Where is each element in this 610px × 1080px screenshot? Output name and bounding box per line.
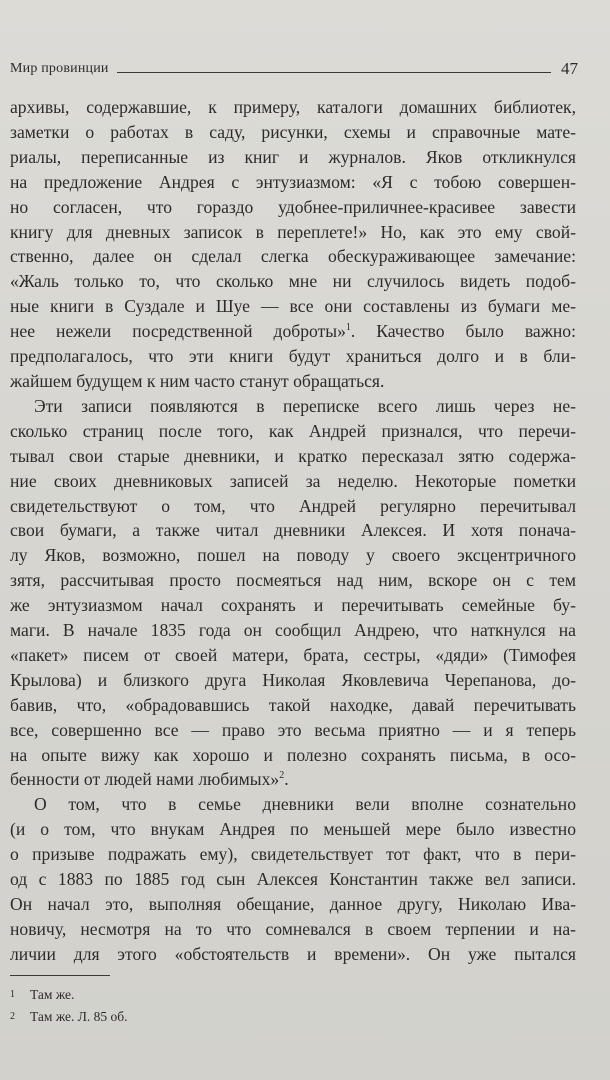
text-line-with-note — [10, 767, 576, 792]
text-line: ные книги в Суздале и Шуе — все они составлены из бумаги ме- — [10, 296, 576, 317]
text-line: сколько страниц после того, как Андрей признался, что перечи- — [10, 420, 576, 441]
text-fragment: . — [284, 769, 289, 790]
chapter-title: Мир провинции — [10, 61, 109, 76]
running-head — [10, 56, 578, 82]
text-line: предполагалось, что эти книги будут храниться долго и в бли- — [10, 346, 576, 367]
text-fragment: . Качество было важно: — [350, 321, 576, 342]
footnote-text: Там же. — [30, 987, 75, 1002]
text-line: же энтузиазмом начал сохранять и перечитывать семейные бу- — [10, 595, 576, 616]
text-line: на предложение Андрея с энтузиазмом: «Я с тобою совершен- — [10, 171, 576, 192]
text-line: маги. В начале 1835 года он сообщил Андрею, что наткнулся на — [10, 620, 576, 641]
text-line: свои бумаги, а также читал дневники Алексея. И хотя понача- — [10, 520, 576, 541]
text-line: тывал свои старые дневники, и кратко пересказал зятю содержа- — [10, 445, 576, 466]
text-line: все, совершенно все — право это весьма приятно — и я теперь — [10, 719, 576, 740]
text-line: Эти записи появляются в переписке всего лишь через не- — [34, 395, 576, 416]
text-line: жайшем будущем к ним часто станут обращаться. — [10, 370, 385, 391]
header-rule — [117, 72, 551, 73]
text-line: (и о том, что внукам Андрея по меньшей мере было известно — [10, 819, 576, 840]
footnote — [10, 984, 128, 1006]
text-line: ственно, далее он сделал слегка обескураживающее замечание: — [10, 246, 576, 267]
text-fragment: бенности от людей нами любимых» — [10, 769, 280, 790]
text-fragment: нее нежели посредственной доброты» — [10, 321, 346, 342]
text-line: од с 1883 по 1885 год сын Алексея Константин также вел записи. — [10, 869, 576, 890]
footnote-number: 2 — [10, 1011, 15, 1022]
text-line: о призыве подражать ему), свидетельствует тот факт, что в пери- — [10, 844, 576, 865]
text-line: риалы, переписанные из книг и журналов. Яков откликнулся — [10, 146, 576, 167]
text-line: книгу для дневных записок в переплете!» Но, как это ему свой- — [10, 221, 576, 242]
text-line: новичу, несмотря на то что сомневался в своем терпении и на- — [10, 918, 576, 939]
paragraph-1 — [10, 95, 576, 394]
text-line: архивы, содержавшие, к примеру, каталоги домашних библиотек, — [10, 97, 576, 117]
text-line: на опыте вижу как хорошо и полезно сохранять письма, в осо- — [10, 744, 576, 765]
text-line: но согласен, что гораздо удобнее-приличнее-красивее завести — [10, 196, 576, 217]
main-text — [10, 95, 576, 967]
text-line: Крылова) и близкого друга Николая Яковлевича Черепанова, до- — [10, 669, 576, 690]
page-number: 47 — [561, 59, 578, 78]
text-line-with-note — [10, 319, 576, 344]
note-ref: 1 — [345, 322, 351, 334]
text-line: «пакет» писем от своей матери, брата, сестры, «дяди» (Тимофея — [10, 644, 576, 665]
text-line: лу Яков, возможно, пошел на поводу у своего эксцентричного — [10, 545, 576, 566]
text-line: ние своих дневниковых записей за неделю. Некоторые пометки — [10, 470, 576, 491]
note-ref: 2 — [279, 770, 285, 782]
footnote-number: 1 — [10, 989, 15, 1000]
paragraph-3 — [10, 792, 576, 966]
text-line: бавив, что, «обрадовавшись такой находке, давай перечитывать — [10, 694, 576, 715]
footnote-text: Там же. Л. 85 об. — [30, 1009, 128, 1024]
footnote-rule — [10, 975, 110, 976]
text-line: Он начал это, выполняя обещание, данное другу, Николаю Ива- — [10, 894, 576, 914]
footnotes — [10, 984, 128, 1028]
text-line: свидетельствуют о том, что Андрей регулярно перечитывал — [10, 495, 576, 516]
paragraph-2 — [10, 394, 576, 793]
text-line: О том, что в семье дневники вели вполне сознательно — [34, 794, 576, 815]
text-line: «Жаль только то, что сколько мне ни случилось видеть подоб- — [10, 271, 576, 292]
text-line: зятя, рассчитывая просто посмеяться над ним, вскоре он с тем — [10, 570, 576, 591]
text-line: заметки о работах в саду, рисунки, схемы и справочные мате- — [10, 121, 576, 142]
text-line: личии для этого «обстоятельств и времени». Он уже пытался — [10, 943, 576, 964]
footnote — [10, 1006, 128, 1028]
